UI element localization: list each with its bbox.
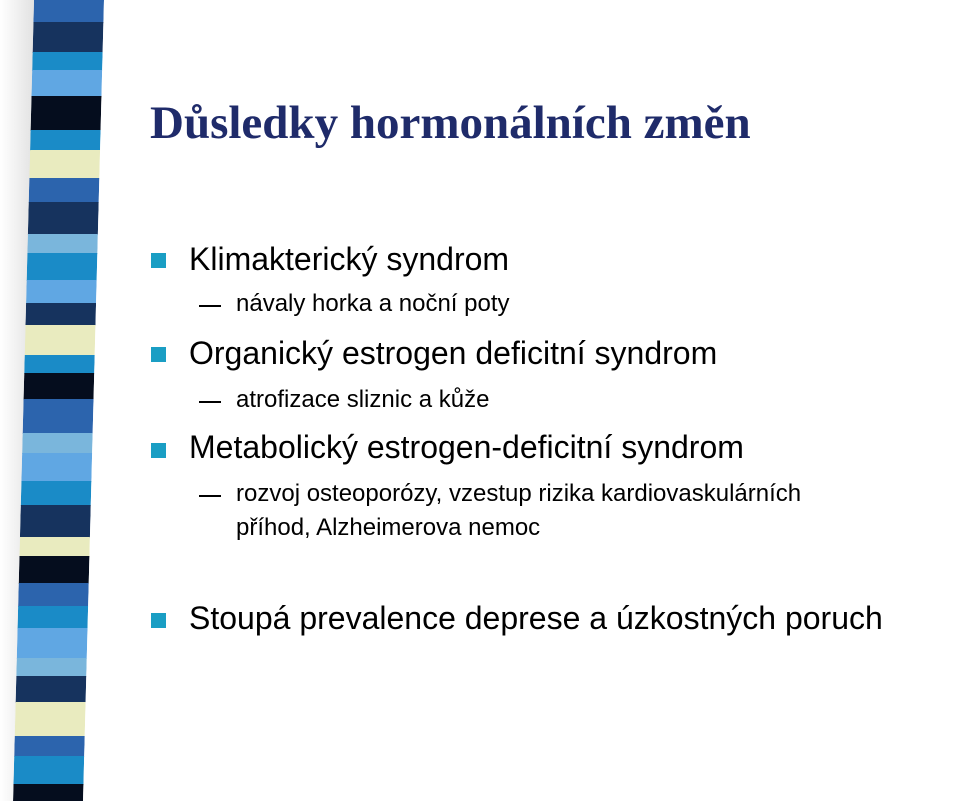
- bullet-square-icon: [151, 613, 166, 628]
- bullet-item-2: Organický estrogen deficitní syndrom: [189, 335, 718, 371]
- bullet-square-icon: [151, 253, 166, 268]
- sub-item-2-1: atrofizace sliznic a kůže: [236, 386, 490, 413]
- bullet-item-4: Stoupá prevalence deprese a úzkostných poruch: [189, 600, 883, 636]
- bullet-square-icon: [151, 443, 166, 458]
- bullet-item-1: Klimakterický syndrom: [189, 241, 510, 277]
- sub-item-3-2: příhod, Alzheimerova nemoc: [236, 514, 541, 541]
- dash-icon: [199, 495, 221, 497]
- bullet-square-icon: [151, 347, 166, 362]
- sub-item-1-1: návaly horka a noční poty: [236, 290, 510, 317]
- dash-icon: [199, 305, 221, 307]
- slide-title: Důsledky hormonálních změn: [150, 97, 751, 149]
- sub-item-3-1: rozvoj osteoporózy, vzestup rizika kardiovaskulárních: [236, 480, 802, 507]
- bullet-item-3: Metabolický estrogen-deficitní syndrom: [189, 429, 744, 465]
- dash-icon: [199, 401, 221, 403]
